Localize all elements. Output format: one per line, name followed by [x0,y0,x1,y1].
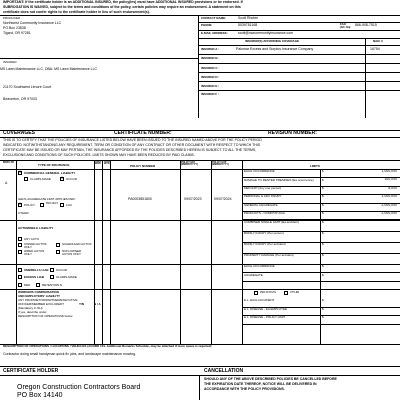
wc-line-5: DESCRIPTION OF OPERATIONS below [18,314,73,318]
claims-made-checkbox[interactable] [24,177,28,181]
occur-check-mark: X [60,176,63,181]
gl-eff-date: 09/07/2023 [184,197,202,201]
ded-checkbox[interactable] [18,283,22,287]
insurers-header: INSURER(S) AFFORDING COVERAGE [245,39,300,43]
insurer-a-naic: 16754 [370,47,380,51]
owned-autos-checkbox[interactable] [18,243,22,247]
coverages-body-2: INDICATED. NOTWITHSTANDING ANY REQUIREMENT, TERM OR CONDITION OF ANY CONTRACT OR OTHER DOCUMENT WITH RESPECT TO WHICH THIS [3,143,261,147]
insurer-f-label: INSURER F : [201,92,219,96]
gl-policy-number: PA0003851800 [128,197,152,201]
limit-dollar-sign: $ [322,177,324,182]
fax-value: 866-908-7515 [355,23,377,27]
coverages-label: COVERAGES [3,130,35,136]
wc-line-1: ANY PROPRIETOR/PARTNER/EXECUTIVE [18,298,78,302]
limit-dollar-sign: $ [322,315,324,320]
cancellation-label: CANCELLATION [204,368,244,374]
oth-er-checkbox[interactable] [284,291,288,295]
insurer-a-label: INSURER A : [201,47,220,51]
umbrella-label: UMBRELLA LIAB [24,268,49,272]
producer-name: Northwest Community Insurance LLC [3,21,62,25]
th-type: TYPE OF INSURANCE [38,163,70,167]
limit-value: 1,000,000 [381,194,397,199]
limit-label: BODILY INJURY (Per person) [244,231,284,236]
fax-label: FAX [340,22,346,26]
coverages-body-1: THIS IS TO CERTIFY THAT THE POLICIES OF INSURANCE LISTED BELOW HAVE BEEN ISSUED TO THE INSURED NAMED ABOVE FOR THE POLICY PERIOD [3,138,262,142]
insurer-e-label: INSURER E : [201,84,220,88]
limit-value: 2,000,000 [381,202,397,207]
ded-label: DED [24,283,31,287]
limit-dollar-sign: $ [322,242,324,247]
hired-autos-checkbox[interactable] [18,250,22,254]
coverages-body-4: EXCLUSIONS AND CONDITIONS OF SUCH POLICIES. LIMITS SHOWN MAY HAVE BEEN REDUCED BY PAID CLAIMS. [3,153,195,157]
th-policy-eff: POLICY EFF (MM/DD/YYYY) [181,161,198,167]
per-statute-label: PER STATUTE [260,291,277,294]
limit-value: 100,000 [384,177,397,182]
insurer-d-label: INSURER D : [201,75,220,79]
loc-checkbox[interactable] [60,203,64,207]
limit-label: E.L. DISEASE - POLICY LIMIT [244,315,286,320]
cancellation-line-1: SHOULD ANY OF THE ABOVE DESCRIBED POLICIES BE CANCELLED BEFORE [204,377,337,381]
th-policy-number: POLICY NUMBER [130,164,156,168]
limit-value: 2,000,000 [381,211,397,215]
th-limits: LIMITS [310,164,320,168]
fax-sublabel: (A/C, No): [340,26,352,29]
umbrella-occur-label: OCCUR [56,268,67,272]
notice-line-1: IMPORTANT: If the certificate holder is an ADDITIONAL INSURED, the policy(ies) must have ADDITIONAL INSURED provisions or be endorsed. If [3,0,243,4]
limit-label: MED EXP (Any one person) [244,186,282,190]
wc-na: N / A [94,302,101,306]
insurer-a-name: Palomar Excess and Surplus Insurance Company [236,47,314,51]
limit-dollar-sign: $ [322,211,324,216]
producer-label: PRODUCER [3,16,21,20]
limit-label: COMBINED SINGLE LIMIT (Ea accident) [244,220,299,225]
limit-label: EACH OCCURRENCE [244,264,275,269]
naic-label: NAIC # [373,39,383,43]
non-owned-autos-label: NON-OWNED AUTOS ONLY [62,249,82,256]
hired-autos-label: HIRED AUTOS ONLY [24,249,45,256]
claims-made-label: CLAIMS-MADE [30,177,51,181]
gl-insurer-letter: A [5,181,8,185]
limit-label: E.L. EACH ACCIDENT [244,298,275,303]
description-label: DESCRIPTION OF OPERATIONS / LOCATIONS / VEHICLES (ACORD 101, Additional Remarks Schedule, may be attached if more space is required) [3,344,212,348]
gl-title: COMMERCIAL GENERAL LIABILITY [24,171,76,175]
cancellation-line-3: ACCORDANCE WITH THE POLICY PROVISIONS. [204,387,285,391]
limit-dollar-sign: $ [322,231,324,236]
owned-autos-label: OWNED AUTOS ONLY [24,242,47,249]
limit-dollar-sign: $ [322,194,324,199]
th-subr: SUBR WVD [104,160,111,166]
phone-label: PHONE [201,23,212,27]
wc-yn: Y/N [79,302,85,306]
loc-label: LOC [66,203,73,207]
wc-line-4: If yes, describe under [18,310,47,314]
description-text: Contractor doing small handyman quick fix jobs, and landscape maintenance mowing. [3,352,137,356]
oth-er-label: OTH-ER [290,291,300,294]
notice-line-3: certificate does not confer rights to the certificate holder in lieu of such endorsement(s). [3,10,150,14]
notice-line-2: SUBROGATION IS WAIVED, subject to the terms and conditions of the policy, certain policies may require an endorsement. A statement on this [3,5,241,9]
insured-label: INSURED [3,60,17,64]
limit-label: PRODUCTS - COMP/OP AGG [244,211,285,216]
limit-dollar-sign: $ [322,186,324,190]
insurer-b-label: INSURER B : [201,56,220,60]
any-auto-label: ANY AUTO [24,237,40,241]
limit-dollar-sign: $ [322,253,324,258]
insured-city: Beaverton, OR 97003 [3,97,37,101]
project-label: PRO-JECT [46,202,58,205]
occur-label: OCCUR [66,177,77,181]
th-addl: ADDL INSD [95,160,102,166]
holder-address: PO Box 14140 [17,392,63,399]
wc-title-1: WORKERS COMPENSATION [18,290,59,294]
umbrella-occur-checkbox[interactable] [50,268,54,272]
limit-label: E.L. DISEASE - EA EMPLOYEE [244,306,288,311]
project-checkbox[interactable] [40,203,44,207]
retention-label: RETENTION $ [42,283,62,287]
auto-title: AUTOMOBILE LIABILITY [18,226,54,230]
limit-label: AGGREGATE [244,272,263,277]
policy-label: POLICY [24,203,36,207]
wc-line-3: (Mandatory in NH) [18,306,43,310]
coverages-body-3: CERTIFICATE MAY BE ISSUED OR MAY PERTAIN, THE INSURANCE AFFORDED BY THE POLICIES DESCRIBED HEREIN IS SUBJECT TO ALL THE TERMS, [3,148,257,152]
any-auto-checkbox[interactable] [18,237,22,241]
cancellation-line-2: THE EXPIRATION DATE THEREOF, NOTICE WILL BE DELIVERED IN [204,382,317,386]
retention-checkbox[interactable] [36,283,40,287]
email-value: scott@nwcommunityinsurance.com [238,31,294,35]
limit-label: PERSONAL & ADV INJURY [244,194,282,199]
limit-dollar-sign: $ [322,169,324,174]
per-statute-checkbox[interactable] [254,291,258,295]
certificate-holder-label: CERTIFICATE HOLDER [3,368,59,374]
limit-dollar-sign: $ [322,264,324,269]
limit-label: DAMAGE TO RENTED PREMISES (Ea occurrence) [244,177,314,182]
th-policy-exp: POLICY EXP (MM/DD/YYYY) [212,161,229,167]
umbrella-claims-made-checkbox[interactable] [50,275,54,279]
limit-dollar-sign: $ [322,306,324,311]
limit-value: 1,000,000 [381,169,397,173]
contact-name: Scott Rhoten [238,16,259,20]
excess-checkbox[interactable] [18,275,22,279]
gen-agg-label: GEN'L AGGREGATE LIMIT APPLIES PER: [18,197,76,201]
th-insr-ltr: INSR LTR [3,161,14,164]
producer-address: PO Box 23838 [3,26,26,30]
gl-exp-date: 09/07/2024 [214,197,232,201]
insurer-c-label: INSURER C : [201,66,220,70]
insured-address: 21170 Southwest Lenore Court [3,85,52,89]
scheduled-autos-checkbox[interactable] [56,243,60,247]
limit-label: EACH OCCURRENCE [244,169,275,174]
insured-name: MS Lawn Maintenance LLC, DBA: MS Lawn Maintenance LLC [0,67,98,71]
revision-number-label: REVISION NUMBER: [268,130,317,136]
limit-dollar-sign: $ [322,202,324,207]
other-label: OTHER: [18,211,30,215]
limit-label: GENERAL AGGREGATE [244,202,278,207]
certificate-number-label: CERTIFICATE NUMBER: [114,130,172,136]
phone-value: 5039751168 [238,23,258,27]
holder-name: Oregon Construction Contractors Board [17,384,141,391]
limit-dollar-sign: $ [322,272,324,277]
umbrella-checkbox[interactable] [18,268,22,272]
wc-line-2: OFFICER/MEMBER EXCLUDED? [18,302,65,306]
producer-city: Tigard, OR 97281 [3,31,31,35]
umbrella-claims-made-label: CLAIMS-MADE [56,275,77,279]
contact-name-label: CONTACT NAME: [201,16,227,20]
excess-label: EXCESS LIAB [24,275,45,279]
limit-label: PROPERTY DAMAGE (Per accident) [244,253,294,258]
scheduled-autos-label: SCHEDULED AUTOS [62,242,92,246]
limit-dollar-sign: $ [322,298,324,303]
gl-check-mark: X [18,170,21,175]
limit-value: 5,000 [388,185,397,190]
limit-label: BODILY INJURY (Per accident) [244,242,286,247]
email-label: E-MAIL ADDRESS: [201,31,228,35]
non-owned-autos-checkbox[interactable] [56,250,60,254]
limit-dollar-sign: $ [322,220,324,225]
wc-title-2: AND EMPLOYERS' LIABILITY [18,294,61,298]
policy-check-mark: X [18,202,21,207]
